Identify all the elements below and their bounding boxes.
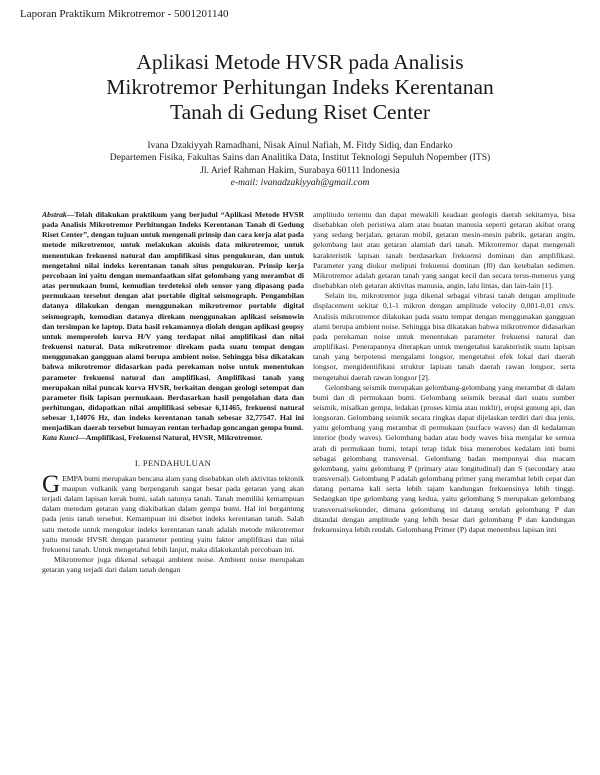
title-line-1: Aplikasi Metode HVSR pada Analisis [136,50,464,74]
body-paragraph-1: amplitudo tertentu dan dapat mewakili keadaan geologis daerah sekitarnya, bisa disebabkan oleh peristiwa alam atau buatan manusia seperti getaran akibat orang yang sedang berjalan, getaran mobil, getaran mesin-mesin pabrik, getaran angin, gelombang laut atau getaran alamiah dari tanah. Mikrotremor dapat mengenali karakteristik lapisan tanah berdasarkan frekuensi dominan dan amplifikasi. Parameter yang diukur meliputi frekuensi dominan (f0) dan ketebalan sedimen. Mikrotremor adalah getaran tanah yang sangat kecil dan secara terus-menerus yang disebabkan oleh getaran aktivitas manusia, angin, lalu lintas, dan lain-lain [1]. [313,210,575,291]
running-header: Laporan Praktikum Mikrotremor - 5001201140 [20,8,229,20]
intro-paragraph-2: Mikrotremor juga dikenal sebagai ambient noise. Ambient noise merupakan getaran yang terjadi dari dalam tanah dengan [42,555,304,575]
abstract-lead: Abstrak [42,210,67,219]
paper-title [40,50,560,125]
author-names: Ivana Dzakiyyah Ramadhani, Nisak Ainul Nafiah, M. Fitdy Sidiq, dan Endarko [147,140,453,151]
section-heading-introduction: I. PENDAHULUAN [134,457,212,468]
title-line-2: Mikrotremor Perhitungan Indeks Kerentanan [106,75,494,99]
body-paragraph-2: Selain itu, mikrotremor juga dikenal sebagai vibrasi tanah dengan amplitude displacement sekitar 0,1-1 mikron dengan amplitude velocity 0,001-0,01 cm/s. Analisis mikrotremor dilakukan pada suatu tempat dengan menggunakan gangguan alami berupa ambient noise. Sehingga bisa dikatakan bahwa mikrotremor didasarkan pada perekaman noise untuk menentukan parameter frekuensi natural dan amplifikasi. Penerapannya diterapkan untuk mengetahui karakteristik suatu lapisan tanah yang berpotensi mengalami longsor, mengetahui efek lokal dari daerah longsor, mengidentifikasi struktur lapisan tanah daerah rawan longsor, serta mengetahui daerah rawan longsor [2]. [313,291,575,382]
affiliation: Departemen Fisika, Fakultas Sains dan Analitika Data, Institut Teknologi Sepuluh Nopember (ITS) [109,152,491,164]
keywords [42,433,304,443]
intro-paragraph-1 [42,470,304,555]
abstract-text: —Telah dilakukan praktikum yang berjudul “Aplikasi Metode HVSR pada Analisis Mikrotremor Perhitungan Indeks Kerentanan Tanah di Gedung Riset Center”, dengan tujuan untuk mengenali prinsip dan cara kerja alat pada metode mikrotremor, untuk melakukan akuisis data mikrotremor, untuk menentukan frekuensi natural dan amplifikasi situs pengukuran, dan untuk mengetahui nilai indeks kerentanan tanah situs pengukuran. Prinsip kerja percobaan ini yaitu dengan memanfaatkan sifat gelombang yang merambat di atas permukaan bumi, kemudian terdeteksi oleh sensor yang dipasang pada permukaan tersebut dengan alat portable digital seismograph. Pengambilan datanya dilakukan dengan menggunakan mikrotremor portable digital seismograph, kemudian datanya direkam menggunakan aplikasi seismowin dan tersimpan ke laptop. Data hasil rekamannya diolah dengan aplikasi geopsy untuk memperoleh kurva H/V yang terdapat nilai amplifikasi dan nilai frekuensi natural. Data mikrotremor direkam pada suatu tempat dengan menggunakan gangguan alami berupa ambient noise. Sehingga bisa dikatakan bahwa mikrotremor didasarkan pada perekaman noise untuk menentukan parameter frekuensi natural dan amplifikasi. Amplifikasi tanah yang merupakan nilai puncak kurva HVSR, berkaitan dengan geologi setempat dan parameter fisik lapisan permukaan. Berdasarkan hasil pengolahan data dan perhitungan, didapatkan nilai amplifikasi sebesar 6,11465, frekuensi natural sebesar 1,14076 Hz, dan indeks kerentanan tanah sebesar 32,77547. Hal ini menjadikan daerah tersebut lumayan rentan terhadap goncangan gempa bumi. [42,210,304,433]
keywords-lead: Kata Kunci [42,433,79,443]
intro-paragraph-1-text: EMPA bumi merupakan bencana alam yang disebabkan oleh aktivitas tektonik maupun vulkanik yang berpengaruh sangat besar pada getaran yang akan terjadi dalam lapisan kerak bumi, salah satunya tanah. Tanah memiliki kemampuan dalam meredam getaran yang diakibatkan dalam gempa bumi. Hal ini bergantung pada jenis tanah tersebut. Kemampuan ini disebut indeks kerentanan tanah. Salah satu metode untuk mengukur indeks kerentanan tanah adalah metode mikrotremor yaitu metode HVSR dengan parameter penting yaitu faktor amplifikasi dan nilai frekuensi tanah. Untuk mengetahui lebih lanjut, maka dilakukanlah percobaan ini. [42,473,304,554]
address: Jl. Arief Rahman Hakim, Surabaya 60111 Indonesia [200,164,400,176]
abstract [42,210,304,433]
drop-cap: G [42,470,61,498]
right-column [313,210,575,535]
title-line-3: Tanah di Gedung Riset Center [169,100,430,124]
author-block [30,140,570,190]
body-paragraph-3: Gelombang seismik merupakan gelombang-gelombang yang merambat di dalam bumi dan di permukaan bumi. Gelombang seismik berasal dari suatu sumber seismik, misalkan gempa, ledakan (proses kimia atau nuklir), erupsi gunung api, dan longsoran. Gelombang seismik secara ringkas dapat dijelaskan terdiri dari dua jenis, yaitu gelombang yang merambat di permukaan (surface waves) dan di kedalaman interior (body waves). Gelombang badan atau body waves bisa menjalar ke semua arah di permukaan bumi, tetapi tetap tidak bisa menerobos kedalam inti bumi sebagai gelombang transversal. Gelombang badan mempunyai dua macam gelombang, yaitu gelombang P (primary atau longitudinal) dan S (secondary atau transversal). Gelombang P adalah gelombang primer yang merambat lebih cepat dan datang pertama kali serta lebih tajam kandungan frekuensinya lebih tinggi. Sedangkan tipe gelombang yang kedua, yaitu gelombang S merupakan gelombang transversal/sekunder, dimana gelombang ini datang setelah gelombang P dan ditandai dengan amplitude yang lebih besar dari gelombang P dan kandungan frekuensinya lebih rendah. Gelombang Primer (P) dapat menembus lapisan inti [313,382,575,534]
left-column [42,210,304,575]
email: e-mail: ivanadzakiyyah@gmail.com [230,177,370,189]
keywords-text: —Amplifikasi, Frekuensi Natural, HVSR, Mikrotremor. [78,433,263,443]
paper-title-block [40,50,560,125]
